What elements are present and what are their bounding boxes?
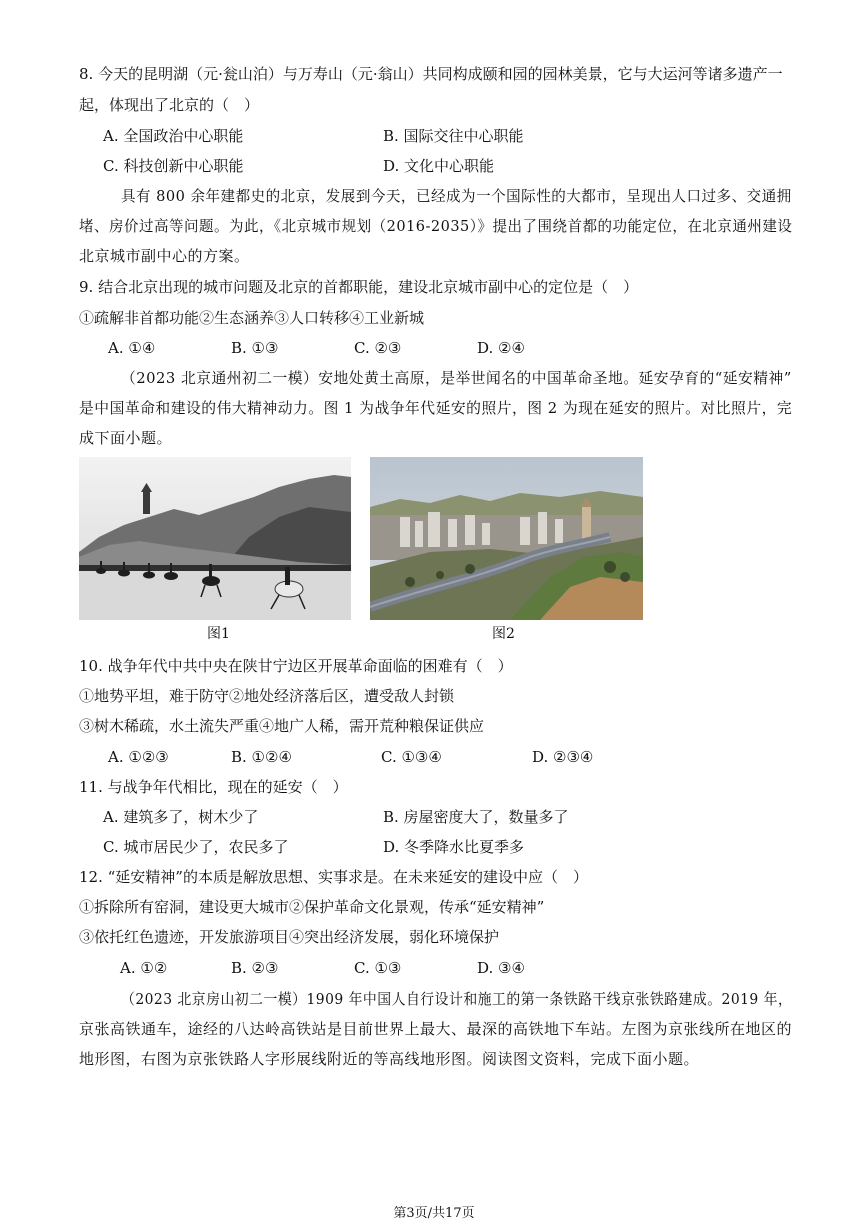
passage3-line2: 京张高铁通车，途经的八达岭高铁站是目前世界上最大、最深的高铁地下车站。左图为京张线所在地区的 [79, 1020, 793, 1038]
figure1-yanan-wartime-photo [79, 457, 351, 620]
q9-option-d: D. ②④ [477, 339, 525, 357]
q11-stem: 11. 与战争年代相比，现在的延安（ ） [79, 778, 348, 796]
passage2-line1: （2023 北京通州初二一模）安地处黄土高原，是举世闻名的中国革命圣地。延安孕育的“延安精神” [121, 369, 792, 387]
q12-stem: 12. “延安精神”的本质是解放思想、实事求是。在未来延安的建设中应（ ） [79, 868, 588, 886]
passage3-line3: 地形图，右图为京张铁路人字形展线附近的等高线地形图。阅读图文资料，完成下面小题。 [79, 1050, 700, 1068]
q10-option-d: D. ②③④ [532, 748, 594, 766]
q12-option-d: D. ③④ [477, 959, 525, 977]
q10-option-b: B. ①②④ [231, 748, 292, 766]
q11-option-c: C. 城市居民少了，农民多了 [103, 838, 289, 856]
q10-items-line2: ③树木稀疏，水土流失严重④地广人稀，需开荒种粮保证供应 [79, 717, 485, 735]
q9-option-b: B. ①③ [231, 339, 279, 357]
q10-option-c: C. ①③④ [381, 748, 442, 766]
figure1-image [79, 457, 351, 620]
q10-option-a: A. ①②③ [108, 748, 169, 766]
passage2-line3: 成下面小题。 [79, 429, 173, 447]
q8-option-c: C. 科技创新中心职能 [103, 157, 244, 175]
q12-items-line2: ③依托红色遗迹，开发旅游项目④突出经济发展，弱化环境保护 [79, 928, 500, 946]
q9-option-c: C. ②③ [354, 339, 402, 357]
q12-option-b: B. ②③ [231, 959, 279, 977]
figure2-caption: 图2 [492, 626, 515, 642]
passage1-line1: 具有 800 余年建都史的北京，发展到今天，已经成为一个国际性的大都市，呈现出人口过多、交通拥 [121, 187, 792, 205]
q8-option-d: D. 文化中心职能 [383, 157, 495, 175]
figure2-image [370, 457, 643, 620]
q8-option-a: A. 全国政治中心职能 [103, 127, 244, 145]
q9-stem: 9. 结合北京出现的城市问题及北京的首都职能，建设北京城市副中心的定位是（ ） [79, 278, 639, 296]
figure2-yanan-modern-photo [370, 457, 643, 620]
q11-option-d: D. 冬季降水比夏季多 [383, 838, 525, 856]
q9-items: ①疏解非首都功能②生态涵养③人口转移④工业新城 [79, 309, 425, 327]
q11-option-a: A. 建筑多了，树木少了 [103, 808, 259, 826]
q12-option-a: A. ①② [120, 959, 168, 977]
page-number: 第3页/共17页 [393, 1206, 475, 1221]
q8-option-b: B. 国际交往中心职能 [383, 127, 524, 145]
q9-option-a: A. ①④ [108, 339, 156, 357]
q12-items-line1: ①拆除所有窑洞，建设更大城市②保护革命文化景观，传承“延安精神” [79, 898, 545, 916]
q11-option-b: B. 房屋密度大了，数量多了 [383, 808, 569, 826]
q10-stem: 10. 战争年代中共中央在陕甘宁边区开展革命面临的困难有（ ） [79, 657, 513, 675]
passage1-line3: 北京城市副中心的方案。 [79, 247, 250, 265]
figure1-caption: 图1 [207, 626, 230, 642]
q8-stem-line2: 起，体现出了北京的（ ） [79, 96, 260, 114]
q12-option-c: C. ①③ [354, 959, 402, 977]
q10-items-line1: ①地势平坦，难于防守②地处经济落后区，遭受敌人封锁 [79, 687, 455, 705]
q8-stem-line1: 8. 今天的昆明湖（元·瓮山泊）与万寿山（元·翁山）共同构成颐和园的园林美景，它与大运河等诸多遗产一 [79, 65, 783, 83]
passage2-line2: 是中国革命和建设的伟大精神动力。图 1 为战争年代延安的照片，图 2 为现在延安的照片。对比照片，完 [79, 399, 793, 417]
passage1-line2: 堵、房价过高等问题。为此，《北京城市规划（2016-2035）》提出了围绕首都的功能定位，在北京通州建设 [79, 217, 793, 235]
passage3-line1: （2023 北京房山初二一模）1909 年中国人自行设计和施工的第一条铁路干线京张铁路建成。2019 年， [121, 990, 793, 1008]
